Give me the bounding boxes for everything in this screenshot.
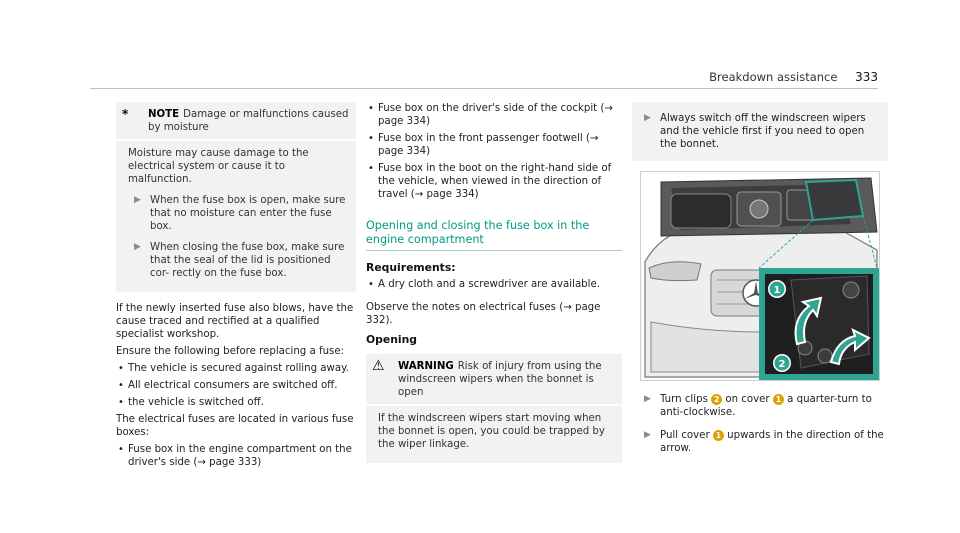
- note-box: [116, 102, 356, 292]
- list-item: [366, 162, 622, 201]
- warning-triangle-icon: ⚠: [372, 358, 385, 374]
- bullet-icon: •: [368, 279, 374, 290]
- list-item-text: All electrical consumers are switched off.: [128, 380, 338, 391]
- list-item: [366, 102, 622, 128]
- note-icon: *: [122, 107, 129, 121]
- note-headline: [148, 108, 350, 134]
- header-rule: [90, 88, 878, 89]
- cross-reference-link[interactable]: Fuse box in the front passenger footwell (→ page 334): [378, 133, 599, 157]
- note-text: Moisture may cause damage to the electrical system or cause it to malfunction.: [128, 148, 309, 185]
- instruction-text: [660, 393, 888, 419]
- warning-headline: [398, 360, 616, 399]
- warning-text: If the windscreen wipers start moving when the bonnet is open, you could be trapped by the wiper linkage.: [378, 413, 605, 450]
- column-right: [632, 102, 888, 461]
- engine-bay-photo: [640, 171, 880, 381]
- cross-reference-link[interactable]: Observe the notes on electrical fuses (→ page 332).: [366, 302, 601, 326]
- bullet-icon: •: [118, 444, 124, 455]
- step-arrow-icon: ▶: [134, 242, 141, 252]
- cross-reference-link[interactable]: Fuse box on the driver's side of the cockpit (→ page 334): [378, 103, 613, 127]
- list-item-text: A dry cloth and a screwdriver are available.: [378, 279, 600, 290]
- list-item: [116, 362, 356, 375]
- instruction-text-part: Pull cover: [660, 430, 710, 441]
- paragraph: Ensure the following before replacing a fuse:: [116, 346, 345, 357]
- note-headline-text: Damage or malfunctions caused by moisture: [148, 109, 349, 133]
- tip-step: [638, 112, 882, 151]
- instruction-step: [632, 393, 888, 419]
- note-label: NOTE: [148, 109, 180, 120]
- note-header: [116, 102, 356, 141]
- bullet-icon: •: [368, 163, 374, 174]
- callout-2: 2: [778, 359, 786, 370]
- callout-badge-2: 2: [711, 394, 722, 405]
- list-item-text: the vehicle is switched off.: [128, 397, 264, 408]
- list-item: [366, 278, 622, 291]
- section-title: Breakdown assistance: [709, 70, 838, 84]
- paragraph: The electrical fuses are located in various fuse boxes:: [116, 414, 354, 438]
- note-body: [116, 141, 356, 292]
- note-step-text: When the fuse box is open, make sure that no moisture can enter the fuse box.: [150, 195, 346, 232]
- step-arrow-icon: ▶: [134, 195, 141, 205]
- note-step: [128, 241, 348, 280]
- note-step-text: When closing the fuse box, make sure that the seal of the lid is positioned cor- rectly on the fuse box.: [150, 242, 345, 279]
- column-left: [116, 102, 356, 473]
- bullet-icon: •: [118, 397, 124, 408]
- instruction-text-part: Turn clips: [660, 394, 708, 405]
- instruction-text: [660, 429, 888, 455]
- section-heading: Opening and closing the fuse box in the engine compartment: [366, 219, 622, 251]
- warning-header: [366, 354, 622, 406]
- warning-label: WARNING: [398, 361, 454, 372]
- bullet-icon: •: [118, 363, 124, 374]
- list-item: [116, 396, 356, 409]
- step-arrow-icon: ▶: [644, 113, 651, 123]
- bullet-icon: •: [368, 103, 374, 114]
- list-item-text: The vehicle is secured against rolling away.: [128, 363, 349, 374]
- callout-badge-1: 1: [713, 430, 724, 441]
- header-text: [709, 71, 878, 84]
- column-middle: [366, 102, 622, 463]
- callout-1: 1: [773, 285, 781, 296]
- tip-text: Always switch off the windscreen wipers and the vehicle first if you need to open the bonnet.: [660, 113, 866, 150]
- list-item: [116, 379, 356, 392]
- list-item: [366, 132, 622, 158]
- note-step: [128, 194, 348, 233]
- instruction-step: [632, 429, 888, 455]
- instruction-text-part: upwards in the direction of the arrow.: [660, 430, 884, 454]
- warning-box: [366, 354, 622, 463]
- bullet-icon: •: [118, 380, 124, 391]
- instruction-text-part: a quarter-turn to anti-clockwise.: [660, 394, 872, 418]
- bullet-icon: •: [368, 133, 374, 144]
- callout-badge-1: 1: [773, 394, 784, 405]
- warning-body: [366, 406, 622, 463]
- list-item: [116, 443, 356, 469]
- requirements-label: Requirements:: [366, 261, 456, 274]
- opening-heading: Opening: [366, 333, 418, 346]
- page-header: [0, 0, 960, 90]
- cross-reference-link[interactable]: Fuse box in the boot on the right-hand side of the vehicle, when viewed in the direction of travel (→ page 334): [378, 163, 612, 200]
- cross-reference-link[interactable]: Fuse box in the engine compartment on the driver's side (→ page 333): [128, 444, 352, 468]
- instruction-text-part: on cover: [725, 394, 770, 405]
- warning-headline-text: Risk of injury from using the windscreen wipers when the bonnet is open: [398, 361, 602, 398]
- step-arrow-icon: ▶: [644, 430, 651, 440]
- step-arrow-icon: ▶: [644, 394, 651, 404]
- page-number: 333: [855, 70, 878, 84]
- paragraph: If the newly inserted fuse also blows, have the cause traced and rectified at a qualified specialist workshop.: [116, 303, 354, 340]
- tip-box: [632, 102, 888, 161]
- engine-bay-illustration: [641, 172, 880, 381]
